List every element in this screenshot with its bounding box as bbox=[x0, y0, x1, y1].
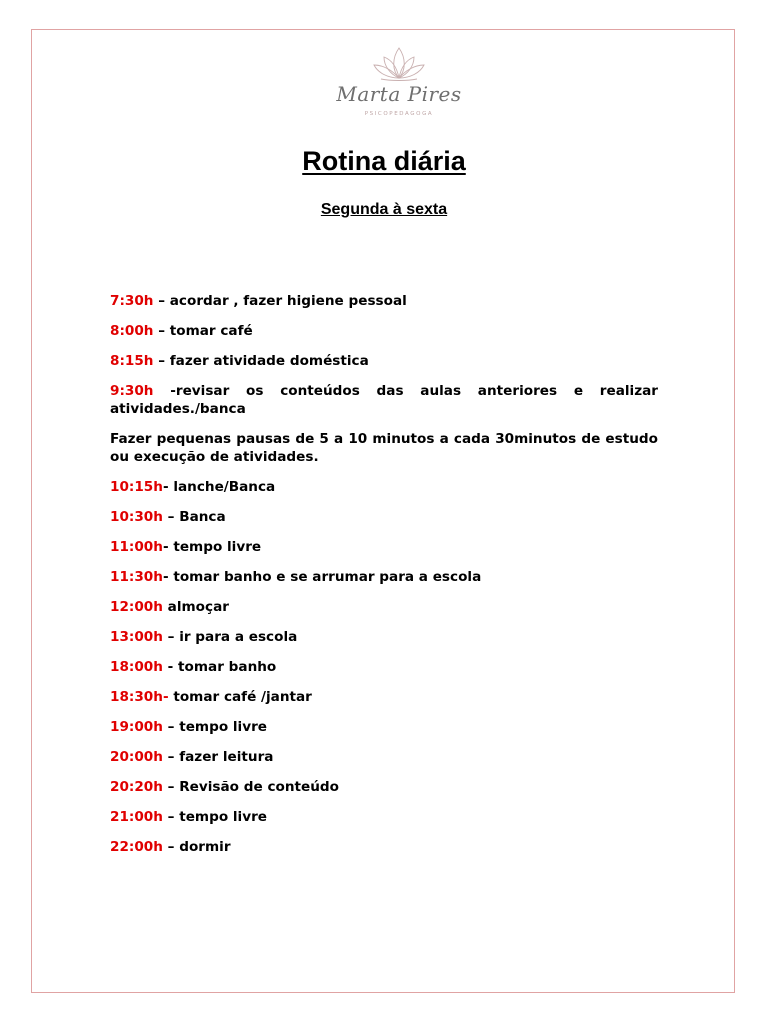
schedule-entry bbox=[110, 292, 658, 310]
schedule-entry bbox=[110, 748, 658, 766]
schedule-activity: almoçar bbox=[162, 599, 229, 615]
schedule-time: 13:00h bbox=[110, 629, 163, 645]
logo bbox=[334, 44, 464, 124]
schedule-time: 8:00h bbox=[110, 323, 154, 339]
schedule-activity: - tomar banho bbox=[162, 659, 277, 675]
schedule-entry bbox=[110, 628, 658, 646]
schedule-time: 8:15h bbox=[110, 353, 154, 369]
schedule-entry bbox=[110, 718, 658, 736]
schedule-time: 22:00h bbox=[110, 839, 163, 855]
schedule-time: 18:00h bbox=[110, 659, 163, 675]
schedule-time: 11:30h bbox=[110, 569, 163, 585]
schedule-activity: – tempo livre bbox=[162, 719, 268, 735]
schedule-entry bbox=[110, 478, 658, 496]
schedule-activity: – Revisão de conteúdo bbox=[162, 779, 339, 795]
schedule-activity: - tomar banho e se arrumar para a escola bbox=[162, 569, 482, 585]
schedule-entry bbox=[110, 382, 658, 418]
schedule-list bbox=[110, 292, 658, 868]
schedule-entry bbox=[110, 778, 658, 796]
schedule-activity: – dormir bbox=[162, 839, 231, 855]
schedule-activity: – acordar , fazer higiene pessoal bbox=[153, 293, 407, 309]
schedule-activity: tomar café /jantar bbox=[168, 689, 312, 705]
schedule-activity: – fazer atividade doméstica bbox=[153, 353, 369, 369]
logo-subtitle: PSICOPEDAGOGA bbox=[364, 111, 434, 117]
schedule-entry bbox=[110, 538, 658, 556]
schedule-entry bbox=[110, 508, 658, 526]
schedule-time: 20:00h bbox=[110, 749, 163, 765]
schedule-entry bbox=[110, 688, 658, 706]
schedule-time: 21:00h bbox=[110, 809, 163, 825]
schedule-time: 10:30h bbox=[110, 509, 163, 525]
schedule-entry bbox=[110, 808, 658, 826]
schedule-activity: Fazer pequenas pausas de 5 a 10 minutos a cada 30minutos de estudo ou execução de atividades. bbox=[110, 431, 658, 465]
schedule-activity: - lanche/Banca bbox=[162, 479, 276, 495]
schedule-entry bbox=[110, 352, 658, 370]
schedule-time: 19:00h bbox=[110, 719, 163, 735]
schedule-entry bbox=[110, 658, 658, 676]
schedule-entry bbox=[110, 430, 658, 466]
schedule-time: 18:30h- bbox=[110, 689, 169, 705]
schedule-time: 7:30h bbox=[110, 293, 154, 309]
schedule-entry bbox=[110, 598, 658, 616]
schedule-time: 20:20h bbox=[110, 779, 163, 795]
schedule-activity: – tempo livre bbox=[162, 809, 268, 825]
schedule-activity: - tempo livre bbox=[162, 539, 262, 555]
document-title: Rotina diária bbox=[302, 146, 466, 176]
schedule-activity: -revisar os conteúdos das aulas anteriores e realizar atividades./banca bbox=[110, 383, 658, 417]
schedule-entry bbox=[110, 322, 658, 340]
document-subtitle: Segunda à sexta bbox=[320, 201, 448, 218]
schedule-activity: – Banca bbox=[162, 509, 226, 525]
schedule-activity: – ir para a escola bbox=[162, 629, 298, 645]
schedule-activity: – tomar café bbox=[153, 323, 253, 339]
schedule-time: 10:15h bbox=[110, 479, 163, 495]
schedule-time: 11:00h bbox=[110, 539, 163, 555]
lotus-icon bbox=[334, 44, 464, 84]
schedule-time: 9:30h bbox=[110, 383, 154, 399]
logo-name: Marta Pires bbox=[336, 82, 462, 106]
schedule-entry bbox=[110, 838, 658, 856]
schedule-time: 12:00h bbox=[110, 599, 163, 615]
schedule-activity: – fazer leitura bbox=[162, 749, 274, 765]
schedule-entry bbox=[110, 568, 658, 586]
